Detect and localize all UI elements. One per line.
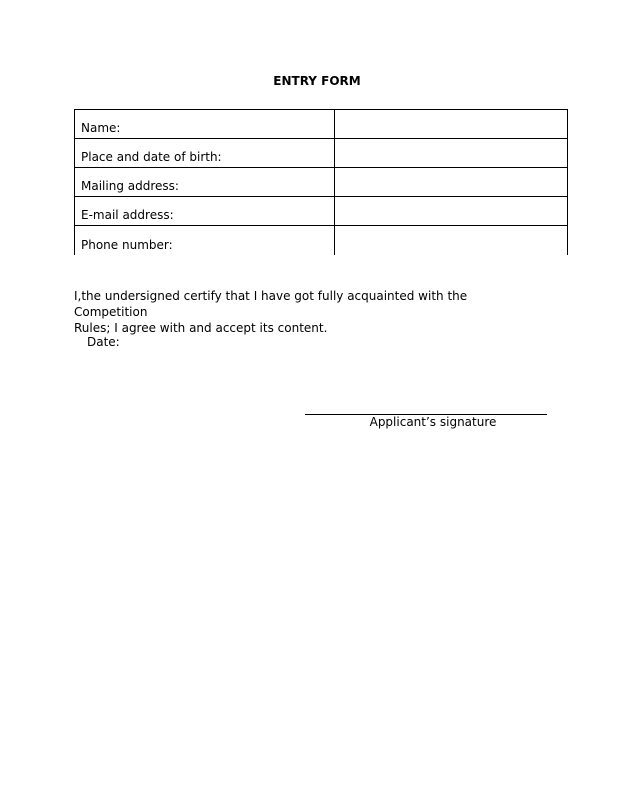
certification-statement xyxy=(74,288,504,336)
field-label-cell xyxy=(75,168,335,197)
field-label-cell xyxy=(75,139,335,168)
form-title: ENTRY FORM xyxy=(273,74,361,88)
form-row-name xyxy=(75,110,568,139)
statement-line-2: Rules; I agree with and accept its content. xyxy=(74,321,328,335)
field-label-phone: Phone number: xyxy=(81,237,173,252)
field-label-email: E-mail address: xyxy=(81,208,174,222)
form-row-birth xyxy=(75,139,568,168)
field-label-cell xyxy=(75,226,335,255)
field-value-mailing-address[interactable] xyxy=(335,168,568,197)
field-label-cell xyxy=(75,110,335,139)
field-label-mailing-address: Mailing address: xyxy=(81,179,179,193)
field-label-cell xyxy=(75,197,335,226)
date-label: Date: xyxy=(87,335,120,349)
statement-line-1: I,the undersigned certify that I have got fully acquainted with the Competition xyxy=(74,289,468,319)
signature-caption: Applicant’s signature xyxy=(369,415,497,429)
form-row-mailing-address xyxy=(75,168,568,197)
entry-form-table xyxy=(74,109,568,255)
field-label-birth: Place and date of birth: xyxy=(81,150,222,164)
field-label-name: Name: xyxy=(81,121,121,135)
field-value-birth[interactable] xyxy=(335,139,568,168)
field-value-phone[interactable] xyxy=(335,226,568,255)
field-value-name[interactable] xyxy=(335,110,568,139)
field-value-email[interactable] xyxy=(335,197,568,226)
form-row-phone xyxy=(75,226,568,255)
form-row-email xyxy=(75,197,568,226)
